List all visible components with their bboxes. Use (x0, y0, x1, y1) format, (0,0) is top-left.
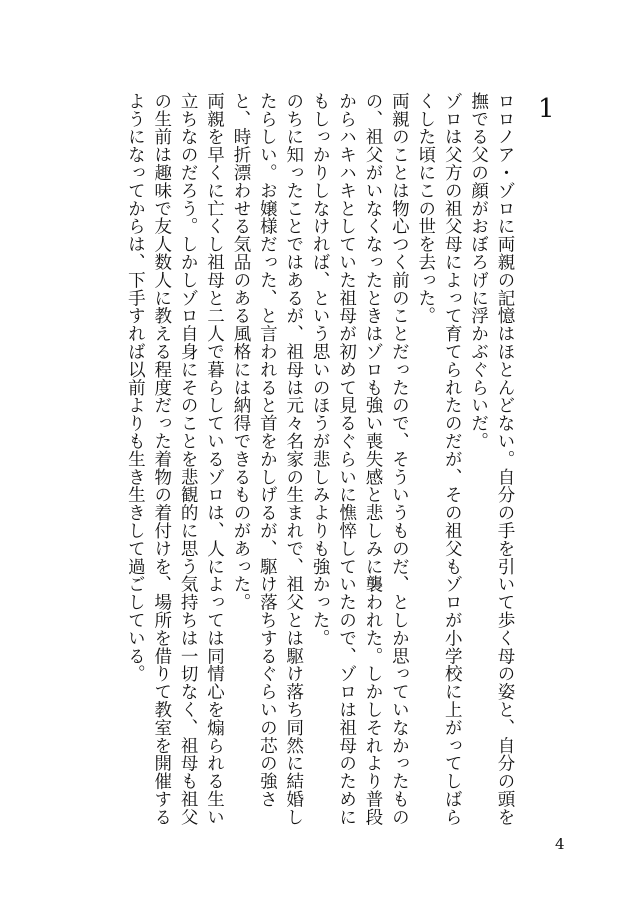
paragraph-4: のちに知ったことではあるが、祖母は元々名家の生まれで、祖父とは駆け落ち同然に結婚したらしい。お嬢様だった、と言われると首をかしげるが、駆け落ちするぐらいの芯の強さと、時折漂わせる気品のある風格には納得できるものがあった。 (230, 92, 304, 826)
paragraph-1: ロロノア・ゾロに両親の記憶はほとんどない。自分の手を引いて歩く母の姿と、自分の頭を撫でる父の顔がおぼろげに浮かぶぐらいだ。 (468, 92, 515, 826)
paragraph-2: ゾロは父方の祖父母によって育てられたのだが、その祖父もゾロが小学校に上がってしばらくした頃にこの世を去った。 (415, 92, 463, 826)
page-number: 4 (555, 835, 565, 853)
paragraph-3: 両親のことは物心つく前のことだったので、そういうものだ、としか思っていなかったものの、祖父がいなくなったときはゾロも強い喪失感と悲しみに襲われた。しかしそれより普段からハキハキとしていた祖母が初めて見るぐらいに憔悴していたので、ゾロは祖母のためにもしっかりしなければ、という思いのほうが悲しみよりも強かった。 (310, 92, 410, 826)
paragraph-5: 両親を早くに亡くし祖母と二人で暮らしているゾロは、人によっては同情心を煽られる生い立ちなのだろう。しかしゾロ自身にそのことを悲観的に思う気持ちは一切なく、祖母も祖父の生前は趣味で友人数人に教える程度だった着物の着付けを、場所を借りて教室を開催するようになってからは、下手すれば以前よりも生き生きして過ごしている。 (125, 92, 225, 826)
body-text (98, 92, 518, 832)
chapter-number: 1 (538, 94, 555, 124)
